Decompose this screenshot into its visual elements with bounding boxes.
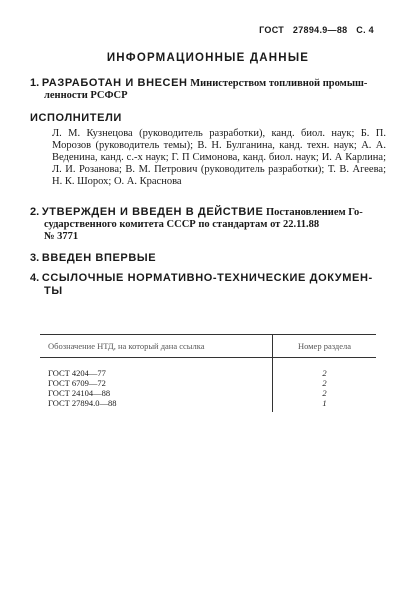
section-heading: ВВЕДЕН ВПЕРВЫЕ xyxy=(41,252,157,264)
section-developed xyxy=(30,77,386,102)
header-section: Номер раздела xyxy=(273,335,377,358)
executors-list: Л. М. Кузнецова (руководитель разработки), канд. биол. наук; Б. П. Морозов (руководитель темы); В. Н. Булганина, канд. техн. наук; А. А. Веденина, канд. с.-х наук; Г. П Симонова, канд. биол. наук; И. А Карлина; Л. И. Розанова; В. М. Петрович (руководитель разработки); Т. В. Агеева; Н. К. Шорох; О. А. Краснова xyxy=(52,128,386,187)
section-text: Министерством топливной промыш- xyxy=(187,78,368,89)
section-heading: ССЫЛОЧНЫЕ НОРМАТИВНО-ТЕХНИЧЕСКИЕ ДОКУМЕН- xyxy=(41,272,373,284)
header-document: Обозначение НТД, на который дана ссылка xyxy=(40,335,273,358)
table-row xyxy=(40,388,376,398)
section-heading: УТВЕРЖДЕН И ВВЕДЕН В ДЕЙСТВИЕ xyxy=(41,206,264,218)
section-text-continued: ленности РСФСР xyxy=(44,90,128,101)
table-row xyxy=(40,398,376,412)
section-heading-continued: ТЫ xyxy=(44,285,63,297)
page-header xyxy=(253,25,374,35)
executors-heading: ИСПОЛНИТЕЛИ xyxy=(30,112,122,124)
section-text-number: № 3771 xyxy=(44,231,79,242)
section-text: Постановлением Го- xyxy=(263,207,363,218)
table-row xyxy=(40,358,376,379)
section-references xyxy=(30,272,386,297)
document-title: ИНФОРМАЦИОННЫЕ ДАННЫЕ xyxy=(106,52,310,64)
cell-section: 2 xyxy=(322,378,327,388)
page-number: С. 4 xyxy=(356,25,374,35)
section-introduced xyxy=(30,252,386,265)
references-table xyxy=(40,334,376,412)
cell-section: 1 xyxy=(322,398,327,408)
section-approved xyxy=(30,206,386,243)
section-number: 2. xyxy=(30,206,40,218)
section-text-continued: сударственного комитета СССР по стандартам от 22.11.88 xyxy=(44,219,320,230)
section-number: 1. xyxy=(30,77,40,89)
table-row xyxy=(40,378,376,388)
standard-label: ГОСТ xyxy=(259,25,285,35)
cell-document: ГОСТ 27894.0—88 xyxy=(40,398,273,412)
section-heading: РАЗРАБОТАН И ВНЕСЕН xyxy=(41,77,188,89)
standard-code: 27894.9—88 xyxy=(292,25,348,35)
section-number: 3. xyxy=(30,252,40,264)
cell-document: ГОСТ 24104—88 xyxy=(40,388,273,398)
cell-document: ГОСТ 4204—77 xyxy=(40,358,273,379)
cell-document: ГОСТ 6709—72 xyxy=(40,378,273,388)
cell-section: 2 xyxy=(322,368,327,378)
table-header-row xyxy=(40,335,376,358)
cell-section: 2 xyxy=(322,388,327,398)
section-number: 4. xyxy=(30,272,40,284)
